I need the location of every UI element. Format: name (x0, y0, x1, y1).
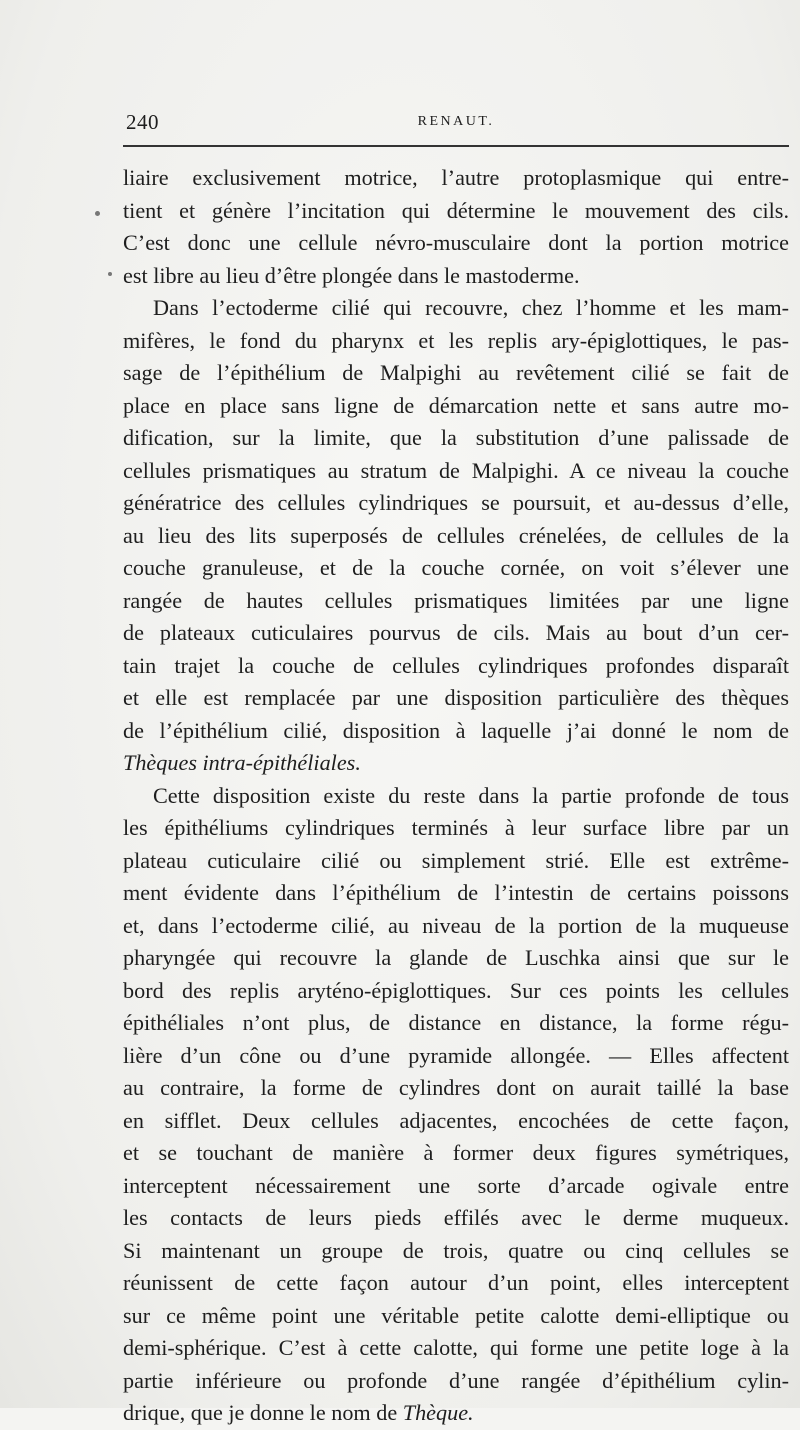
text-line: au contraire, la forme de cylindres dont on aurait taillé la base (123, 1075, 789, 1100)
text-line: rangée de hautes cellules prismatiques limitées par une ligne (123, 587, 789, 613)
text-line: partie inférieure ou profonde d’une rangée d’épithélium cylin- (123, 1367, 789, 1393)
text-line: au lieu des lits superposés de cellules crénelées, de cellules de la (123, 522, 789, 548)
text-line: couche granuleuse, et de la couche cornée, on voit s’élever une (123, 555, 789, 580)
text-line: et se touchant de manière à former deux figures symétriques, (123, 1140, 789, 1165)
page-number: 240 (126, 110, 159, 134)
paragraph-2 (123, 292, 789, 780)
header-rule (123, 145, 789, 147)
text-line: les contacts de leurs pieds effilés avec le derme muqueux. (123, 1205, 789, 1230)
text-line: sur ce même point une véritable petite calotte demi-elliptique ou (123, 1302, 789, 1328)
text-line: génératrice des cellules cylindriques se poursuit, et au-dessus d’elle, (123, 490, 789, 515)
text-line: interceptent nécessairement une sorte d’arcade ogivale entre (123, 1172, 789, 1198)
text-line: liaire exclusivement motrice, l’autre protoplasmique qui entre- (123, 165, 789, 190)
text-line: demi-sphérique. C’est à cette calotte, qui forme une petite loge à la (123, 1335, 789, 1360)
running-head: RENAUT. (417, 114, 495, 129)
italic-term: Thèque. (402, 1400, 474, 1425)
text-line: pharyngée qui recouvre la glande de Luschka ainsi que sur le (123, 945, 789, 970)
text-line: de l’épithélium cilié, disposition à laquelle j’ai donné le nom de (123, 717, 789, 743)
text-line: plateau cuticulaire cilié ou simplement strié. Elle est extrême- (123, 847, 789, 873)
text-line: réunissent de cette façon autour d’un point, elles interceptent (123, 1270, 789, 1295)
text-line: bord des replis aryténo-épiglottiques. Sur ces points les cellules (123, 977, 789, 1003)
text-line: et, dans l’ectoderme cilié, au niveau de la portion de la muqueuse (123, 912, 789, 938)
margin-mark (108, 272, 112, 276)
text-line-final (123, 1397, 789, 1430)
text-line: de plateaux cuticulaires pourvus de cils. Mais au bout d’un cer- (123, 620, 789, 645)
text-line: tain trajet la couche de cellules cylindriques profondes disparaît (123, 652, 789, 678)
text-line: Dans l’ectoderme cilié qui recouvre, chez l’homme et les mam- (153, 295, 789, 320)
text-line: cellules prismatiques au stratum de Malpighi. A ce niveau la couche (123, 457, 789, 483)
margin-mark (95, 211, 100, 216)
body-text (123, 162, 789, 1430)
text-line: C’est donc une cellule névro-musculaire dont la portion motrice (123, 230, 789, 255)
text-line: tient et génère l’incitation qui détermine le mouvement des cils. (123, 197, 789, 223)
text-line: épithéliales n’ont plus, de distance en distance, la forme régu- (123, 1010, 789, 1035)
text-line: est libre au lieu d’être plongée dans le mastoderme. (123, 262, 580, 288)
final-line-text: drique, que je donne le nom de (123, 1400, 403, 1425)
text-line: en sifflet. Deux cellules adjacentes, encochées de cette façon, (123, 1107, 789, 1133)
page-header (123, 110, 789, 140)
text-line: Si maintenant un groupe de trois, quatre ou cinq cellules se (123, 1237, 789, 1263)
paragraph-3 (123, 780, 789, 1430)
text-line-italic-term: Thèques intra-épithéliales. (123, 750, 361, 775)
paragraph-1 (123, 162, 789, 292)
text-line: lière d’un cône ou d’une pyramide allongée. — Elles affectent (123, 1042, 789, 1068)
text-line: Cette disposition existe du reste dans la partie profonde de tous (153, 782, 789, 808)
text-line: et elle est remplacée par une disposition particulière des thèques (123, 685, 789, 710)
text-line: mifères, le fond du pharynx et les replis ary-épiglottiques, le pas- (123, 327, 789, 353)
text-line: sage de l’épithélium de Malpighi au revêtement cilié se fait de (123, 360, 789, 385)
text-line: les épithéliums cylindriques terminés à leur surface libre par un (123, 815, 789, 840)
text-line: ment évidente dans l’épithélium de l’intestin de certains poissons (123, 880, 789, 905)
text-line: dification, sur la limite, que la substitution d’une palissade de (123, 425, 789, 450)
text-line: place en place sans ligne de démarcation nette et sans autre mo- (123, 392, 789, 418)
